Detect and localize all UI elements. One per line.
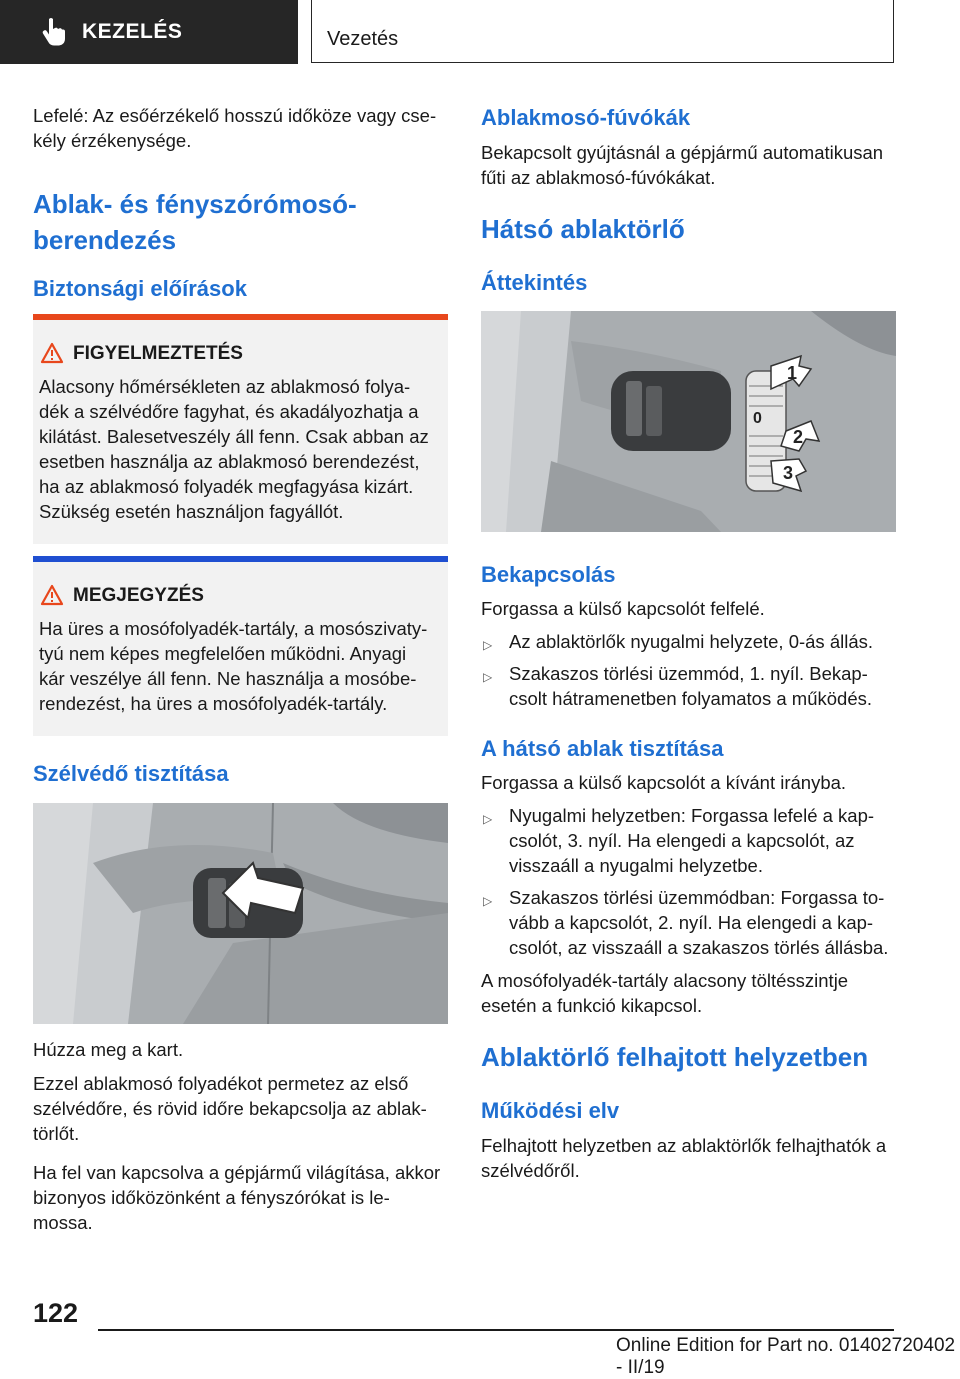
warning-box [33,314,448,544]
figure-rear-wiper-switch [481,311,896,532]
figure-label-3: 3 [783,463,794,483]
note-color-bar [33,556,448,562]
warning-color-bar [33,314,448,320]
paragraph-mosofolyadek: A mosófolyadék-tartály alacsony töltésszintje esetén a funkció kikapcsol. [481,970,849,1016]
figure-label-1: 1 [787,363,798,383]
warning-triangle-icon [40,342,64,364]
paragraph-felhajtott: Felhajtott helyzetben az ablaktörlők felhajthatók a szélvédőről. [481,1135,887,1181]
paragraph-lefele: Lefelé: Az esőérzékelő hosszú időköze vagy cse- kély érzékenysége. [33,105,437,151]
warning-title: FIGYELMEZTETÉS [73,343,243,364]
paragraph-ha-fel: Ha fel van kapcsolva a gépjármű világítása, akkor bizonyos időközönként a fényszórókat is le- mossa. [33,1162,441,1233]
header-section-title: KEZELÉS [82,20,183,43]
paragraph-fuvokak: Bekapcsolt gyújtásnál a gépjármű automatikusan fűti az ablakmosó-fúvókákat. [481,142,884,188]
triangle-bullet-icon: ▷ [483,670,493,684]
heading-bekapcsolas: Bekapcsolás [481,562,616,587]
heading-attekintes: Áttekintés [481,270,588,295]
triangle-bullet-icon: ▷ [483,812,493,826]
heading-szelvedo-tisztitasa: Szélvédő tisztítása [33,761,229,786]
warning-body: Alacsony hőmérsékleten az ablakmosó folya- dék a szélvédőre fagyhat, és akadályozhatja a kilátást. Balesetveszély áll fenn. Csak abban az esetben használja az ablakmosó berendezést, ha az ablakmosó folyadék megfagyása kizárt. Szükség esetén használjon fagyállót. [39,376,429,522]
note-body: Ha üres a mosófolyadék-tartály, a mosószivaty- tyú nem képes megfelelően működni. Anyagi kár veszélye áll fenn. Ne használja a mosóbe- rendezést, ha üres a mosófolyadék-tartály. [39,618,428,714]
heading-ablakmoso-fuvokak: Ablakmosó-fúvókák [481,105,691,130]
heading-hatso-ablaktorlo: Hátsó ablaktörlő [481,214,685,244]
header-subsection-box [311,0,894,63]
note-box [33,556,448,736]
heading-mukodesi-elv: Működési elv [481,1098,620,1123]
triangle-bullet-icon: ▷ [483,894,493,908]
paragraph-ezzel: Ezzel ablakmosó folyadékot permetez az első szélvédőre, és rövid időre bekapcsolja az ablak- törlőt. [33,1073,427,1144]
heading-biztonsagi-eloirasok: Biztonsági előírások [33,276,247,301]
heading-hatso-ablak-tisztitasa: A hátsó ablak tisztítása [481,736,724,761]
note-title: MEGJEGYZÉS [73,585,204,606]
figure-label-2: 2 [793,427,804,447]
figure-label-0: 0 [753,410,762,427]
pointing-hand-icon [40,17,66,47]
page-number: 122 [33,1298,79,1328]
paragraph-forgassa-kivant: Forgassa a külső kapcsolót a kívánt irányba. [481,772,847,793]
header-section-tab [0,0,298,64]
footer-edition: Online Edition for Part no. 01402720402 - II/19 [616,1335,956,1378]
triangle-bullet-icon: ▷ [483,638,493,652]
paragraph-huzza: Húzza meg a kart. [33,1039,184,1060]
heading-ablak-fenyszoromoso: Ablak- és fényszórómosó- berendezés [33,189,357,255]
paragraph-forgassa-felfele: Forgassa a külső kapcsolót felfelé. [481,598,765,619]
warning-triangle-icon [40,584,64,606]
heading-ablaktorlo-felhajtott: Ablaktörlő felhajtott helyzetben [481,1042,869,1072]
header-subsection-title: Vezetés [327,28,399,50]
figure-washer-lever [33,803,448,1024]
footer-divider [98,1329,894,1331]
